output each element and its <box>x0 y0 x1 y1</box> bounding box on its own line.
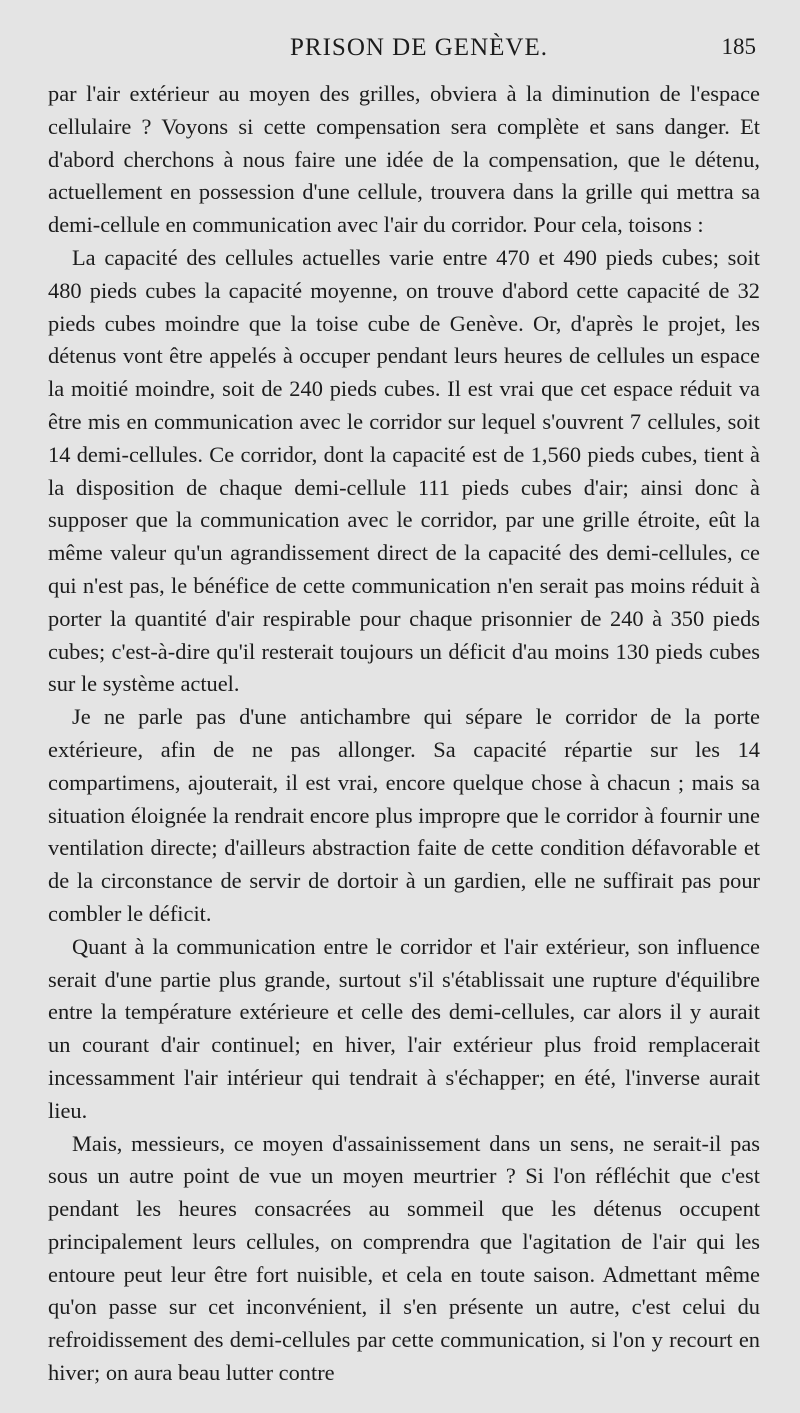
body-text <box>48 78 760 1390</box>
page-number: 185 <box>721 34 756 59</box>
running-title: PRISON DE GENÈVE. <box>290 34 548 61</box>
running-head <box>48 34 760 78</box>
paragraph-ventilation-risk: Mais, messieurs, ce moyen d'assainissement dans un sens, ne serait-il pas sous un autre point de vue un moyen meurtrier ? Si l'on réfléchit que c'est pendant les heures consacrées au sommeil que les détenus occupent principalement leurs cellules, on comprendra que l'agitation de l'air qui les entoure peut leur être fort nuisible, et cela en toute saison. Admettant même qu'on passe sur cet inconvénient, il s'en présente un autre, c'est celui du refroidissement des demi-cellules par cette communication, si l'on y recourt en hiver; on aura beau lutter contre <box>48 1130 760 1386</box>
paragraph-antichamber: Je ne parle pas d'une antichambre qui sépare le corridor de la porte extérieure, afin de ne pas allonger. Sa capacité répartie sur les 14 compartimens, ajouterait, il est vrai, encore quelque chose à chacun ; mais sa situation éloignée la rendrait encore plus impropre que le corridor à fournir une ventilation directe; d'ailleurs abstraction faite de cette condition défavorable et de la circonstance de servir de dortoir à un gardien, elle ne suffirait pas pour combler le déficit. <box>48 704 760 926</box>
paragraph-cell-capacity: La capacité des cellules actuelles varie entre 470 et 490 pieds cubes; soit 480 pieds cubes la capacité moyenne, on trouve d'abord cette capacité de 32 pieds cubes moindre que la toise cube de Genève. Or, d'après le projet, les détenus vont être appelés à occuper pendant leurs heures de cellules un espace la moitié moindre, soit de 240 pieds cubes. Il est vrai que cet espace réduit va être mis en communication avec le corridor sur lequel s'ouvrent 7 cellules, soit 14 demi-cellules. Ce corridor, dont la capacité est de 1,560 pieds cubes, tient à la disposition de chaque demi-cellule 111 pieds cubes d'air; ainsi donc à supposer que la communication avec le corridor, par une grille étroite, eût la même valeur qu'un agrandissement direct de la capacité des demi-cellules, ce qui n'est pas, le bénéfice de cette communication n'en serait pas moins réduit à porter la quantité d'air respirable pour chaque prisonnier de 240 à 350 pieds cubes; c'est-à-dire qu'il resterait toujours un déficit d'au moins 130 pieds cubes sur le système actuel. <box>48 244 760 697</box>
paragraph-continued: par l'air extérieur au moyen des grilles, obviera à la diminution de l'espace cellulaire ? Voyons si cette compensation sera complète et sans danger. Et d'abord cherchons à nous faire une idée de la compensation, que le détenu, actuellement en possession d'une cellule, trouvera dans la grille qui mettra sa demi-cellule en communication avec l'air du corridor. Pour cela, toisons : <box>48 81 760 238</box>
paragraph-outside-air: Quant à la communication entre le corridor et l'air extérieur, son influence serait d'une partie plus grande, surtout s'il s'établissait une rupture d'équilibre entre la température extérieure et celle des demi-cellules, car alors il y aurait un courant d'air continuel; en hiver, l'air extérieur plus froid remplacerait incessamment l'air intérieur qui tendrait à s'échapper; en été, l'inverse aurait lieu. <box>48 933 760 1123</box>
